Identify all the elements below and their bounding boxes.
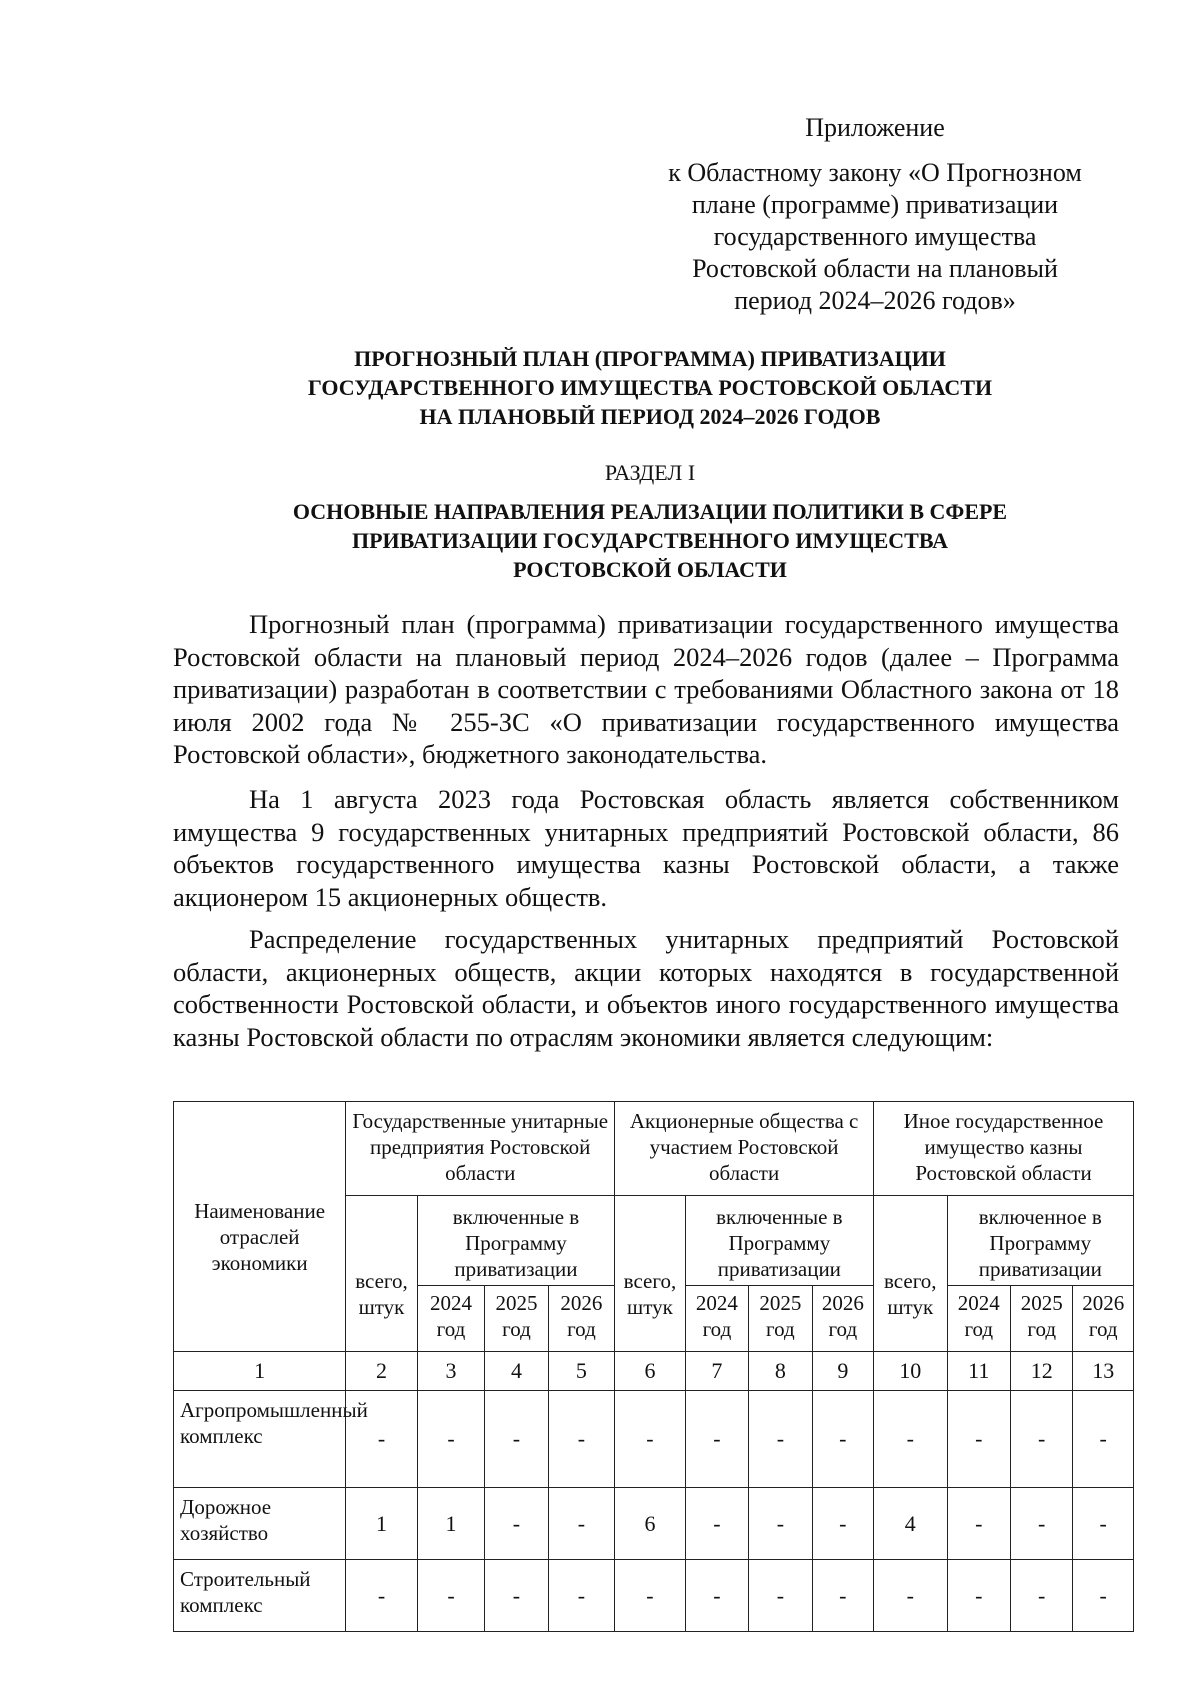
- table-cell: -: [947, 1488, 1010, 1560]
- header-year-2025: 2025 год: [1011, 1286, 1073, 1352]
- paragraph-ownership: На 1 августа 2023 года Ростовская область является собственником имущества 9 государственных унитарных предприятий Ростовской области, 86 объектов государственного имущества казны Ростовской области, а также акционером 15 акционерных обществ.: [173, 784, 1119, 912]
- paragraph-distribution: Распределение государственных унитарных предприятий Ростовской области, акционерных обществ, акции которых находятся в государственной собственности Ростовской области, и объектов иного государственного имущества казны Ростовской области по отраслям экономики является следующим:: [173, 924, 1119, 1052]
- section-title-line: РОСТОВСКОЙ ОБЛАСТИ: [513, 557, 787, 582]
- table-cell: -: [874, 1391, 948, 1488]
- table-cell: 4: [874, 1488, 948, 1560]
- table-cell: -: [485, 1560, 548, 1632]
- section-label: РАЗДЕЛ I: [604, 460, 696, 485]
- header-year-2025: 2025 год: [749, 1286, 812, 1352]
- table-row-construction: [174, 1560, 1134, 1632]
- appendix-line: период 2024–2026 годов»: [734, 286, 1016, 315]
- table-cell: -: [1011, 1391, 1073, 1488]
- paragraph-intro: Прогнозный план (программа) приватизации государственного имущества Ростовской области на плановый период 2024–2026 годов (далее – Программа приватизации) разработан в соответствии с требованиями Областного закона от 18 июля 2002 года № 255-ЗС «О приватизации государственного имущества Ростовской области», бюджетного законодательства.: [173, 609, 1119, 769]
- table-cell: -: [812, 1391, 873, 1488]
- header-year-2026: 2026 год: [1073, 1286, 1134, 1352]
- table-cell: -: [346, 1560, 418, 1632]
- header-included-in-program: включенные в Программу приватизации: [417, 1196, 614, 1286]
- header-year-2026: 2026 год: [812, 1286, 873, 1352]
- table-cell: -: [685, 1391, 748, 1488]
- table-cell: -: [685, 1488, 748, 1560]
- header-total-units: всего, штук: [874, 1196, 948, 1352]
- table-row-agroindustrial: [174, 1391, 1134, 1488]
- header-group-unitary-enterprises: Государственные унитарные предприятия Ростовской области: [346, 1102, 615, 1196]
- header-year-2025: 2025 год: [485, 1286, 548, 1352]
- table-cell: -: [1073, 1391, 1134, 1488]
- row-industry-name: Агропромышленный комплекс: [174, 1391, 346, 1488]
- column-number: 4: [485, 1352, 548, 1391]
- column-number: 7: [685, 1352, 748, 1391]
- table-cell: -: [615, 1391, 686, 1488]
- column-number: 2: [346, 1352, 418, 1391]
- table-cell: -: [749, 1488, 812, 1560]
- table-cell: -: [548, 1391, 615, 1488]
- table-cell: -: [485, 1391, 548, 1488]
- distribution-table: [173, 1101, 1134, 1632]
- header-included-in-program: включенное в Программу приватизации: [947, 1196, 1133, 1286]
- table-cell: -: [417, 1391, 484, 1488]
- column-number: 5: [548, 1352, 615, 1391]
- table-cell: -: [548, 1560, 615, 1632]
- plan-title-line: ГОСУДАРСТВЕННОГО ИМУЩЕСТВА РОСТОВСКОЙ ОБЛАСТИ: [307, 375, 993, 400]
- column-number: 12: [1011, 1352, 1073, 1391]
- header-total-units: всего, штук: [615, 1196, 686, 1352]
- column-number: 8: [749, 1352, 812, 1391]
- header-included-in-program: включенные в Программу приватизации: [685, 1196, 873, 1286]
- table-cell: -: [548, 1488, 615, 1560]
- appendix-line: к Областному закону «О Прогнозном: [668, 158, 1082, 187]
- row-industry-name: Дорожное хозяйство: [174, 1488, 346, 1560]
- appendix-line: государственного имущества: [713, 222, 1037, 251]
- plan-title-line: ПРОГНОЗНЫЙ ПЛАН (ПРОГРАММА) ПРИВАТИЗАЦИИ: [354, 346, 946, 371]
- table-cell: -: [749, 1391, 812, 1488]
- table-cell: -: [417, 1560, 484, 1632]
- table-cell: -: [615, 1560, 686, 1632]
- section-title-line: ПРИВАТИЗАЦИИ ГОСУДАРСТВЕННОГО ИМУЩЕСТВА: [351, 528, 948, 553]
- section-title: [170, 497, 1130, 584]
- table-cell: -: [947, 1560, 1010, 1632]
- table-cell: -: [1073, 1560, 1134, 1632]
- column-number: 11: [947, 1352, 1010, 1391]
- column-number: 1: [174, 1352, 346, 1391]
- column-number: 3: [417, 1352, 484, 1391]
- appendix-line: Ростовской области на плановый: [692, 254, 1058, 283]
- column-number: 10: [874, 1352, 948, 1391]
- table-cell: 1: [417, 1488, 484, 1560]
- appendix-title: Приложение: [805, 113, 945, 142]
- header-total-units: всего, штук: [346, 1196, 418, 1352]
- header-year-2024: 2024 год: [685, 1286, 748, 1352]
- column-number: 9: [812, 1352, 873, 1391]
- column-number: 6: [615, 1352, 686, 1391]
- table-cell: 1: [346, 1488, 418, 1560]
- table-cell: -: [812, 1560, 873, 1632]
- header-year-2026: 2026 год: [548, 1286, 615, 1352]
- plan-title-line: НА ПЛАНОВЫЙ ПЕРИОД 2024–2026 ГОДОВ: [419, 404, 881, 429]
- appendix-header: [640, 112, 1110, 317]
- header-group-other-property: Иное государственное имущество казны Ростовской области: [874, 1102, 1134, 1196]
- column-number: 13: [1073, 1352, 1134, 1391]
- header-year-2024: 2024 год: [417, 1286, 484, 1352]
- table-cell: -: [749, 1560, 812, 1632]
- table-cell: -: [685, 1560, 748, 1632]
- table-cell: -: [947, 1391, 1010, 1488]
- appendix-line: плане (программе) приватизации: [691, 190, 1059, 219]
- header-year-2024: 2024 год: [947, 1286, 1010, 1352]
- row-industry-name: Строительный комплекс: [174, 1560, 346, 1632]
- table-cell: -: [346, 1391, 418, 1488]
- section-title-line: ОСНОВНЫЕ НАПРАВЛЕНИЯ РЕАЛИЗАЦИИ ПОЛИТИКИ В СФЕРЕ: [292, 499, 1008, 524]
- table-cell: -: [812, 1488, 873, 1560]
- header-industry-name: Наименование отраслей экономики: [174, 1102, 346, 1352]
- table-cell: -: [1011, 1560, 1073, 1632]
- table-cell: -: [1011, 1488, 1073, 1560]
- plan-title: [170, 344, 1130, 431]
- column-number-row: [174, 1352, 1134, 1391]
- header-group-joint-stock-companies: Акционерные общества с участием Ростовской области: [615, 1102, 874, 1196]
- table-row-road-management: [174, 1488, 1134, 1560]
- table-cell: -: [485, 1488, 548, 1560]
- table-cell: -: [874, 1560, 948, 1632]
- table-cell: 6: [615, 1488, 686, 1560]
- table-cell: -: [1073, 1488, 1134, 1560]
